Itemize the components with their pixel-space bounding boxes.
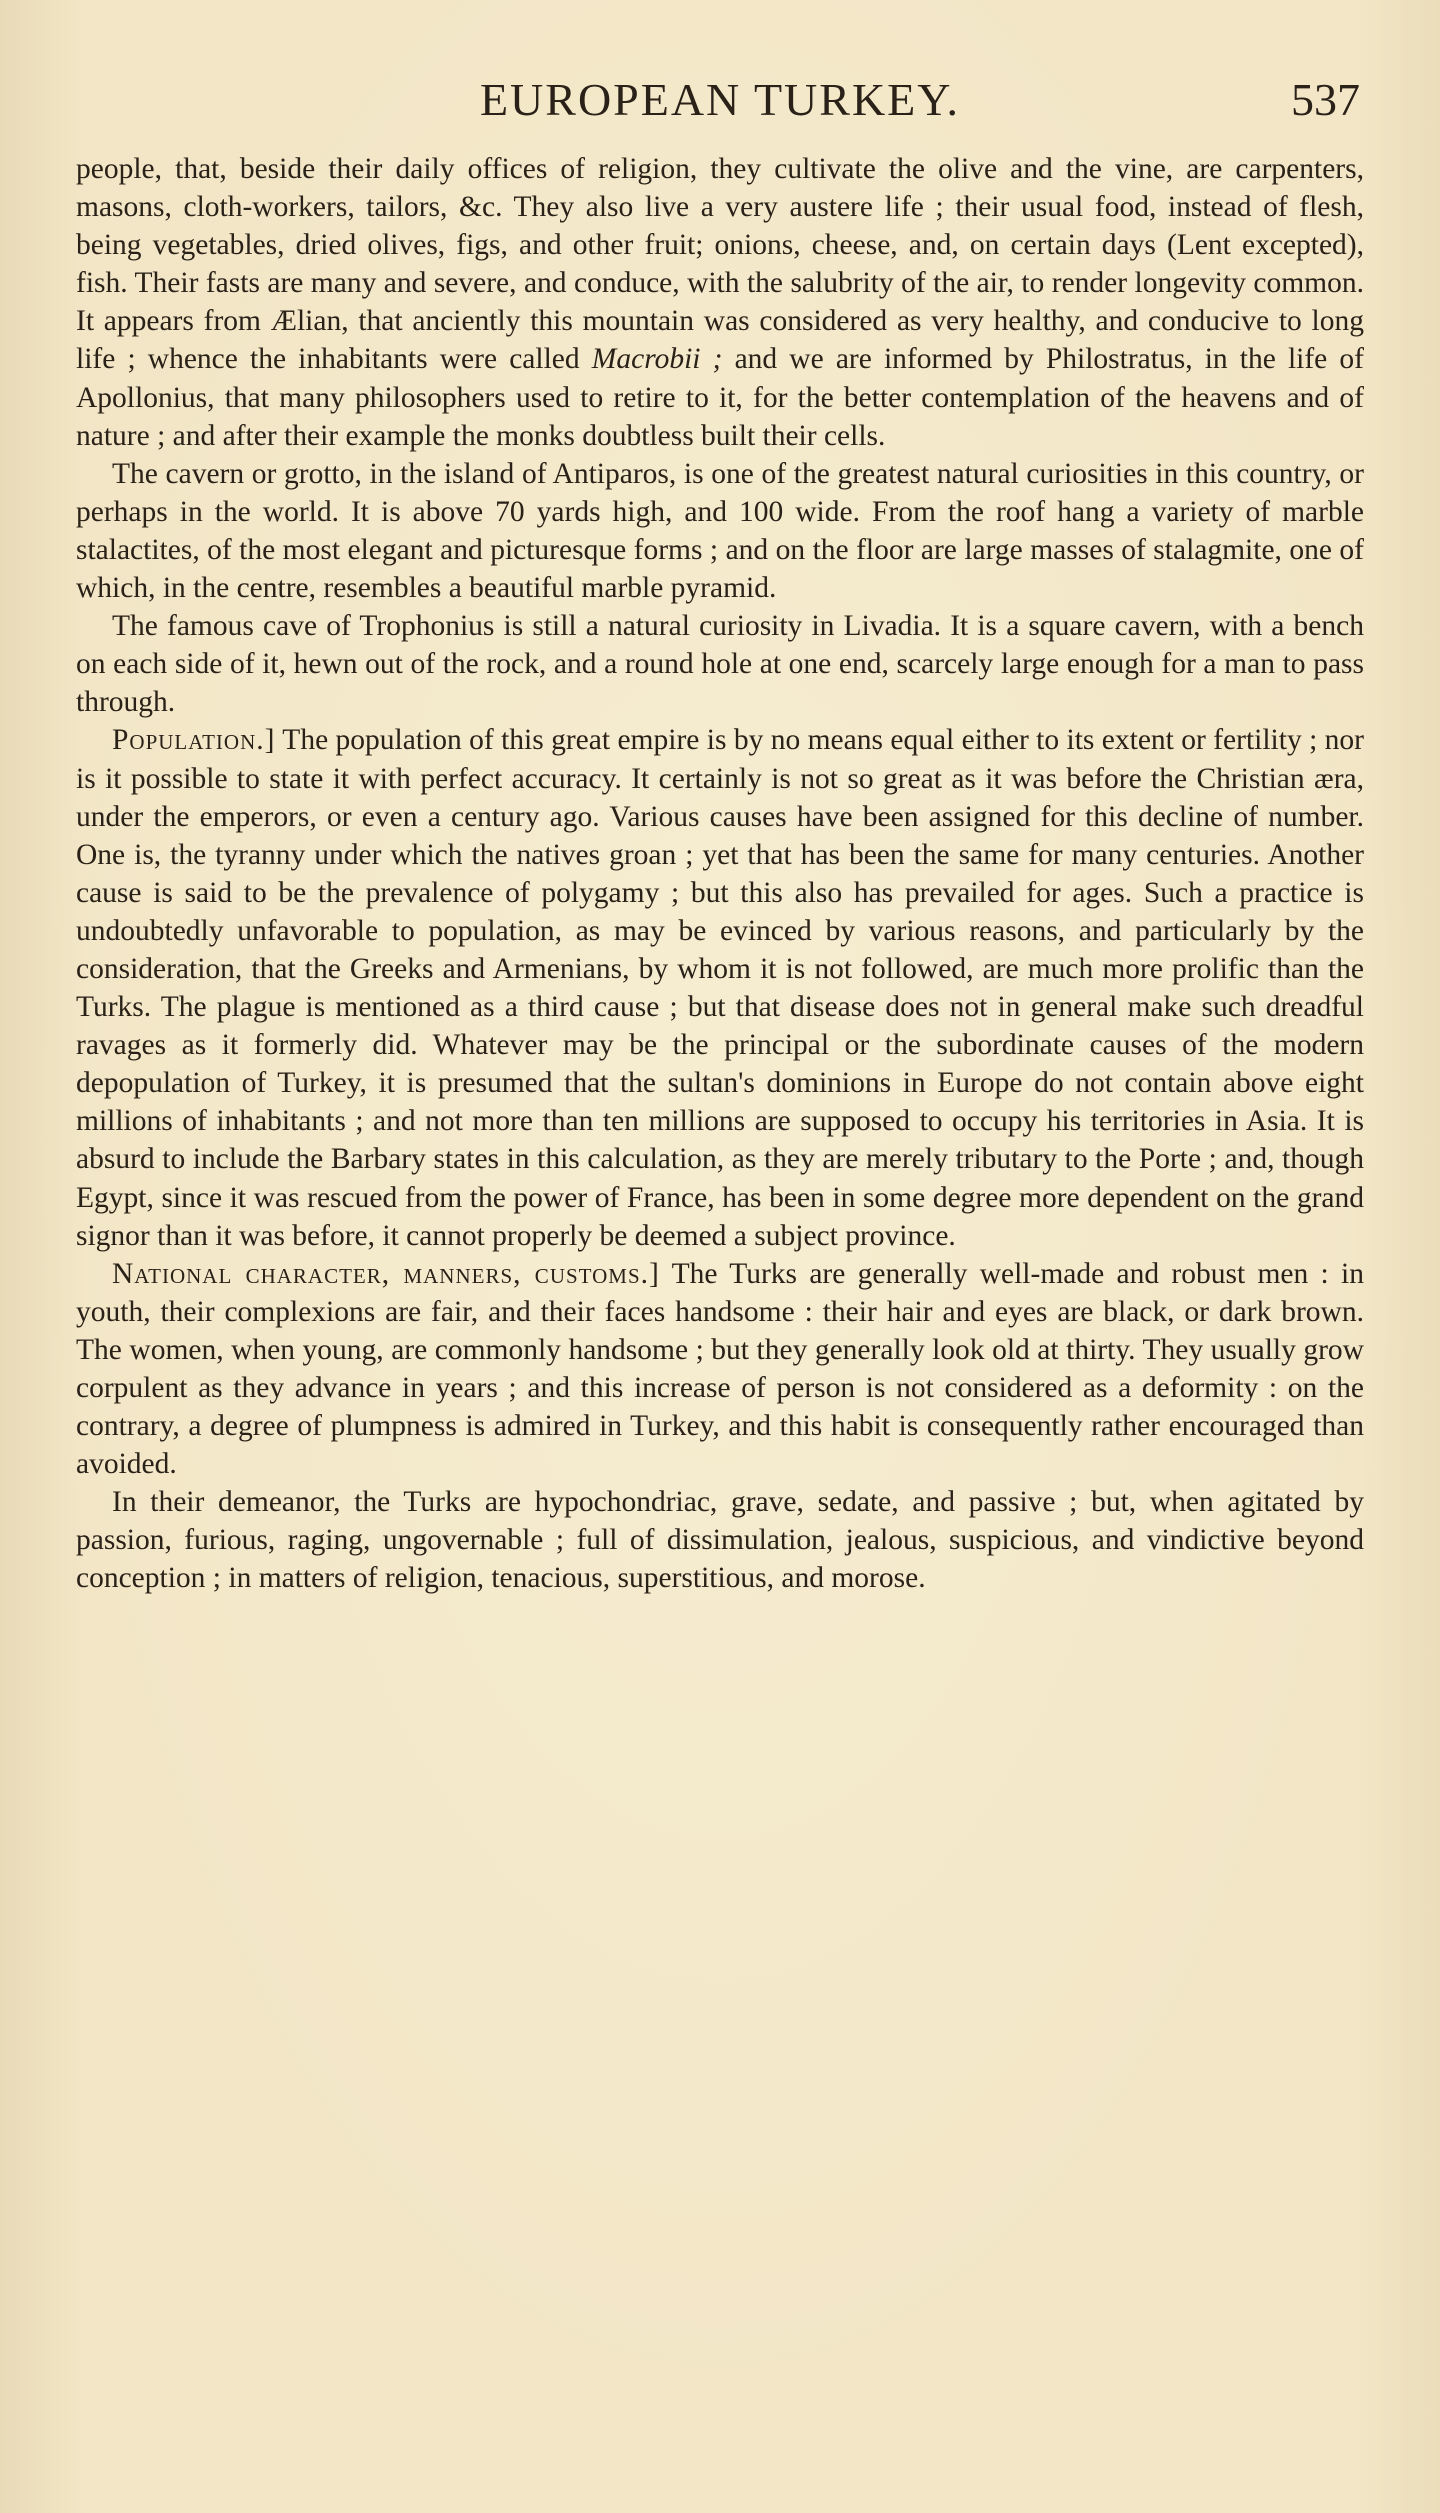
paragraph-text: and we are informed by Philostratus, in the life of Apollonius, that many philosophers used to retire to it, for the better contemplation of the heavens and of nature ; and after their example the monks doubtless built their cells. <box>76 343 1364 452</box>
page-number: 537 <box>1291 74 1360 125</box>
running-head <box>76 70 1364 140</box>
section-heading: Population.] <box>112 724 276 757</box>
paragraph-text: The cavern or grotto, in the island of Antiparos, is one of the greatest natural curiosities in this country, or perhaps in the world. It is above 70 yards high, and 100 wide. From the roof hang a variety of marble stalactites, of the most elegant and picturesque forms ; and on the floor are large masses of stalagmite, one of which, in the centre, resembles a beautiful marble pyramid. <box>76 457 1364 605</box>
paragraph-text: The population of this great empire is by no means equal either to its extent or fertility ; nor is it possible to state it with perfect accuracy. It certainly is not so great as it was before the Christian æra, under the emperors, or even a century ago. Various causes have been assigned for this decline of number. One is, the tyranny under which the natives groan ; yet that has been the same for many centuries. Another cause is said to be the prevalence of polygamy ; but this also has prevailed for ages. Such a practice is undoubtedly unfavorable to population, as may be evinced by various reasons, and particularly by the consideration, that the Greeks and Armenians, by whom it is not followed, are much more prolific than the Turks. The plague is mentioned as a third cause ; but that disease does not in general make such dreadful ravages as it formerly did. Whatever may be the principal or the subordinate causes of the modern depopulation of Turkey, it is presumed that the sultan's dominions in Europe do not contain above eight millions of inhabitants ; and not more than ten millions are supposed to occupy his territories in Asia. It is absurd to include the Barbary states in this calculation, as they are merely tributary to the Porte ; and, though Egypt, since it was rescued from the power of France, has been in some degree more dependent on the grand signor than it was before, it cannot properly be deemed a subject province. <box>76 724 1364 1252</box>
section-heading: National character, manners, customs.] <box>112 1257 660 1290</box>
paragraph-trophonius-cave <box>76 607 1364 721</box>
paragraph-demeanor <box>76 1483 1364 1597</box>
paragraph-text: The Turks are generally well-made and robust men : in youth, their complexions are fair, and their faces handsome : their hair and eyes are black, or dark brown. The women, when young, are commonly handsome ; but they generally look old at thirty. They usually grow corpulent as they advance in years ; and this increase of person is not considered as a deformity : on the contrary, a degree of plumpness is admired in Turkey, and this habit is consequently rather encouraged than avoided. <box>76 1257 1364 1481</box>
paragraph-text: people, that, beside their daily offices of religion, they cultivate the olive and the vine, are carpenters, masons, cloth-workers, tailors, &c. They also live a very austere life ; their usual food, instead of flesh, being vegetables, dried olives, figs, and other fruit; onions, cheese, and, on certain days (Lent excepted), fish. Their fasts are many and severe, and conduce, with the salubrity of the air, to render longevity common. It appears from Ælian, that anciently this mountain was considered as very healthy, and conducive to long life ; whence the inhabitants were called <box>76 153 1364 376</box>
paragraph-national-character <box>76 1255 1364 1484</box>
paragraph-text: In their demeanor, the Turks are hypochondriac, grave, sedate, and passive ; but, when agitated by passion, furious, raging, ungovernable ; full of dissimulation, jealous, suspicious, and vindictive beyond conception ; in matters of religion, tenacious, superstitious, and morose. <box>76 1486 1364 1595</box>
paragraph-antiparos-grotto <box>76 455 1364 607</box>
running-title: EUROPEAN TURKEY. <box>479 74 961 125</box>
paragraph-mount-athos <box>76 150 1364 455</box>
paragraph-population <box>76 721 1364 1254</box>
body-text <box>76 150 1364 1598</box>
paragraph-text: The famous cave of Trophonius is still a natural curiosity in Livadia. It is a square cavern, with a bench on each side of it, hewn out of the rock, and a round hole at one end, scarcely large enough for a man to pass through. <box>76 610 1364 719</box>
italic-term: Macrobii ; <box>591 343 723 376</box>
